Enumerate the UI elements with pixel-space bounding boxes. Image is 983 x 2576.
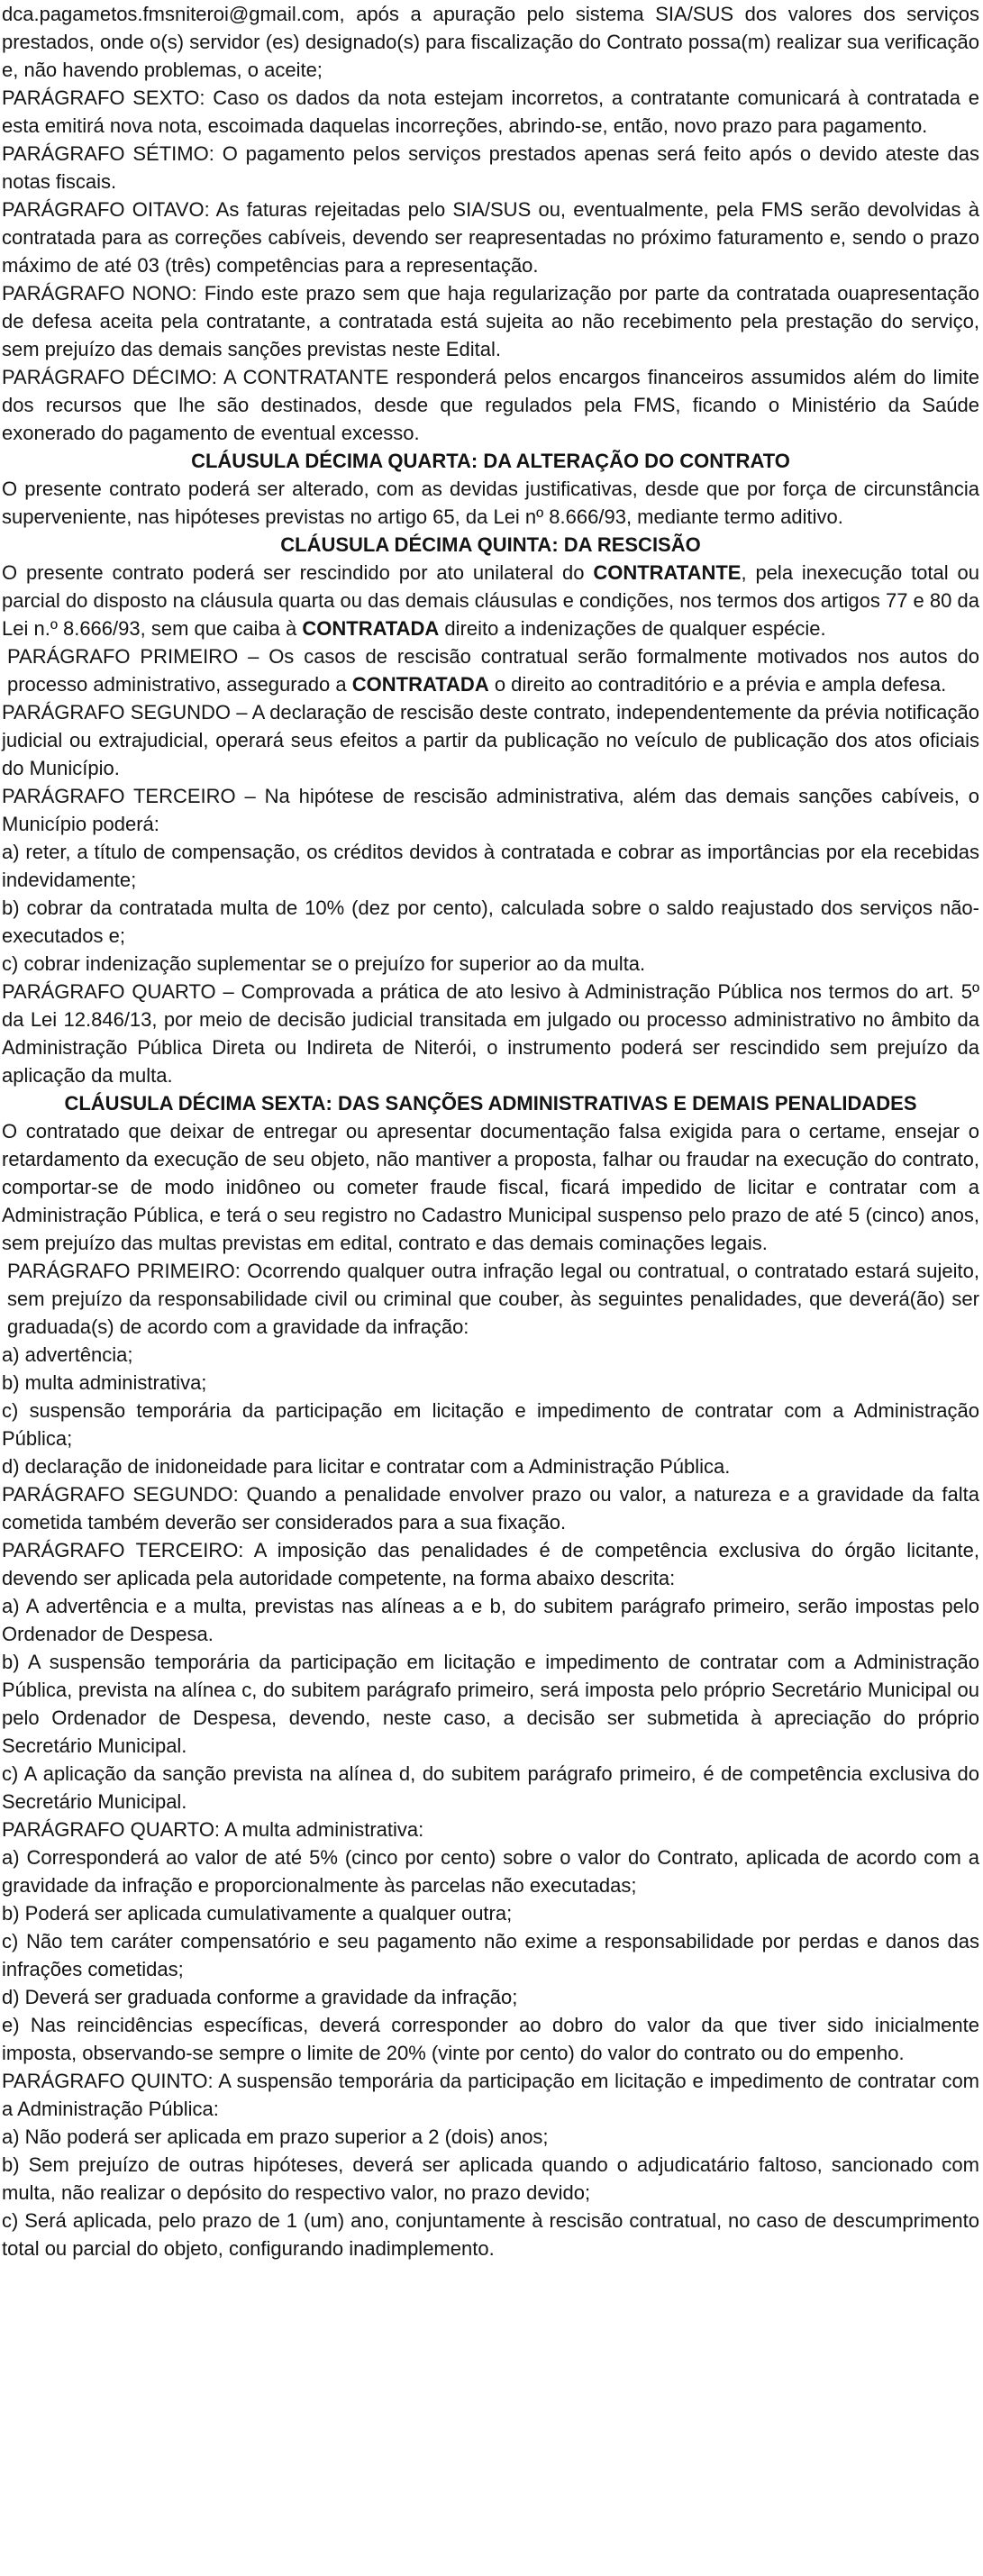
paragraph: b) multa administrativa; — [2, 1371, 207, 1394]
paragraph: a) Não poderá ser aplicada em prazo superior a 2 (dois) anos; — [2, 2125, 549, 2148]
paragraph: PARÁGRAFO TERCEIRO: A imposição das penalidades é de competência exclusiva do órgão licitante, devendo ser aplicada pela autoridade competente, na forma abaixo descrita: — [2, 1539, 979, 1589]
paragraph: dca.pagametos.fmsniteroi@gmail.com, após a apuração pelo sistema SIA/SUS dos valores dos serviços prestados, onde o(s) servidor (es) designado(s) para fiscalização do Contrato possa(m) realizar sua verificação e, não havendo problemas, o aceite; — [2, 3, 979, 81]
clause-heading: CLÁUSULA DÉCIMA QUARTA: DA ALTERAÇÃO DO CONTRATO — [191, 450, 790, 472]
paragraph — [2, 559, 979, 642]
paragraph — [2, 642, 979, 698]
paragraph: PARÁGRAFO QUARTO: A multa administrativa: — [2, 1818, 424, 1841]
paragraph: a) advertência; — [2, 1343, 133, 1366]
paragraph: PARÁGRAFO DÉCIMO: A CONTRATANTE responderá pelos encargos financeiros assumidos além do limite dos recursos que lhe são destinados, desde que regulados pela FMS, ficando o Ministério da Saúde exonerado do pagamento de eventual excesso. — [2, 366, 979, 444]
paragraph: PARÁGRAFO QUINTO: A suspensão temporária da participação em licitação e impedimento de contratar com a Administração Pública: — [2, 2070, 979, 2120]
paragraph: a) Corresponderá ao valor de até 5% (cinco por cento) sobre o valor do Contrato, aplicada de acordo com a gravidade da infração e proporcionalmente às parcelas não executadas; — [2, 1846, 979, 1897]
paragraph: b) cobrar da contratada multa de 10% (dez por cento), calculada sobre o saldo reajustado dos serviços não-executados e; — [2, 897, 979, 947]
text-run: PARÁGRAFO PRIMEIRO – Os casos de rescisão contratual serão formalmente motivados nos autos do processo administrativo, assegurado a — [7, 645, 979, 696]
paragraph: PARÁGRAFO QUARTO – Comprovada a prática de ato lesivo à Administração Pública nos termos do art. 5º da Lei 12.846/13, por meio de decisão judicial transitada em julgado ou processo administrativo no âmbito da Administração Pública Direta ou Indireta de Niterói, o instrumento poderá ser rescindido sem prejuízo da aplicação da multa. — [2, 980, 979, 1087]
bold-term: CONTRATADA — [351, 673, 489, 696]
paragraph: PARÁGRAFO SÉTIMO: O pagamento pelos serviços prestados apenas será feito após o devido ateste das notas fiscais. — [2, 142, 979, 193]
paragraph: O presente contrato poderá ser alterado, com as devidas justificativas, desde que por força de circunstância superveniente, nas hipóteses previstas no artigo 65, da Lei nº 8.666/93, mediante termo aditivo. — [2, 478, 979, 528]
paragraph: PARÁGRAFO PRIMEIRO: Ocorrendo qualquer outra infração legal ou contratual, o contratado estará sujeito, sem prejuízo da responsabilidade civil ou criminal que couber, às seguintes penalidades, que deverá(ão) ser graduada(s) de acordo com a gravidade da infração: — [7, 1260, 979, 1338]
paragraph: c) Não tem caráter compensatório e seu pagamento não exime a responsabilidade por perdas e danos das infrações cometidas; — [2, 1930, 979, 1980]
text-run: O presente contrato poderá ser rescindido por ato unilateral do — [2, 561, 594, 584]
paragraph: PARÁGRAFO SEXTO: Caso os dados da nota estejam incorretos, a contratante comunicará à contratada e esta emitirá nova nota, escoimada daquelas incorreções, abrindo-se, então, novo prazo para pagamento. — [2, 86, 979, 137]
paragraph: d) declaração de inidoneidade para licitar e contratar com a Administração Pública. — [2, 1455, 731, 1478]
paragraph: b) Sem prejuízo de outras hipóteses, deverá ser aplicada quando o adjudicatário faltoso, sancionado com multa, não realizar o depósito do respectivo valor, no prazo devido; — [2, 2153, 979, 2204]
paragraph: b) Poderá ser aplicada cumulativamente a qualquer outra; — [2, 1902, 513, 1925]
bold-term: CONTRATANTE — [593, 561, 742, 584]
paragraph: b) A suspensão temporária da participação em licitação e impedimento de contratar com a Administração Pública, prevista na alínea c, do subitem parágrafo primeiro, será imposta pelo próprio Secretário Municipal ou pelo Ordenador de Despesa, devendo, neste caso, a decisão ser submetida à apreciação do próprio Secretário Municipal. — [2, 1651, 979, 1757]
paragraph: PARÁGRAFO SEGUNDO – A declaração de rescisão deste contrato, independentemente da prévia notificação judicial ou extrajudicial, operará seus efeitos a partir da publicação no veículo de publicação dos atos oficiais do Município. — [2, 701, 979, 779]
paragraph: a) A advertência e a multa, previstas nas alíneas a e b, do subitem parágrafo primeiro, serão impostas pelo Ordenador de Despesa. — [2, 1595, 979, 1645]
paragraph: PARÁGRAFO NONO: Findo este prazo sem que haja regularização por parte da contratada ouapresentação de defesa aceita pela contratante, a contratada está sujeita ao não recebimento pela prestação do serviço, sem prejuízo das demais sanções previstas neste Edital. — [2, 282, 979, 360]
paragraph: PARÁGRAFO TERCEIRO – Na hipótese de rescisão administrativa, além das demais sanções cabíveis, o Município poderá: — [2, 785, 979, 835]
bold-term: CONTRATADA — [302, 617, 440, 640]
paragraph: a) reter, a título de compensação, os créditos devidos à contratada e cobrar as importâncias por ela recebidas indevidamente; — [2, 841, 979, 891]
clause-heading: CLÁUSULA DÉCIMA SEXTA: DAS SANÇÕES ADMINISTRATIVAS E DEMAIS PENALIDADES — [64, 1092, 917, 1115]
text-run: , pela inexecução total ou parcial do disposto na cláusula quarta ou das demais cláusulas e condições, nos termos dos artigos 77 e 80 da Lei n.º 8.666/93, sem que caiba à — [2, 561, 979, 640]
text-run: o direito ao contraditório e a prévia e ampla defesa. — [488, 673, 947, 696]
text-run: direito a indenizações de qualquer espécie. — [439, 617, 826, 640]
paragraph: O contratado que deixar de entregar ou apresentar documentação falsa exigida para o certame, ensejar o retardamento da execução de seu objeto, não mantiver a proposta, falhar ou fraudar na execução do contrato, comportar-se de modo inidôneo ou cometer fraude fiscal, ficará impedido de licitar e contratar com a Administração Pública, e terá o seu registro no Cadastro Municipal suspenso pelo prazo de até 5 (cinco) anos, sem prejuízo das multas previstas em edital, contrato e das demais cominações legais. — [2, 1120, 979, 1254]
paragraph: c) suspensão temporária da participação em licitação e impedimento de contratar com a Administração Pública; — [2, 1399, 979, 1450]
paragraph: PARÁGRAFO OITAVO: As faturas rejeitadas pelo SIA/SUS ou, eventualmente, pela FMS serão devolvidas à contratada para as correções cabíveis, devendo ser reapresentadas no próximo faturamento e, sendo o prazo máximo de até 03 (três) competências para a representação. — [2, 198, 979, 277]
paragraph: c) Será aplicada, pelo prazo de 1 (um) ano, conjuntamente à rescisão contratual, no caso de descumprimento total ou parcial do objeto, configurando inadimplemento. — [2, 2209, 979, 2260]
paragraph: PARÁGRAFO SEGUNDO: Quando a penalidade envolver prazo ou valor, a natureza e a gravidade da falta cometida também deverão ser considerados para a sua fixação. — [2, 1483, 979, 1534]
paragraph: e) Nas reincidências específicas, deverá corresponder ao dobro do valor da que tiver sido inicialmente imposta, observando-se sempre o limite de 20% (vinte por cento) do valor do contrato ou do empenho. — [2, 2014, 979, 2064]
paragraph: c) cobrar indenização suplementar se o prejuízo for superior ao da multa. — [2, 952, 646, 975]
paragraph: d) Deverá ser graduada conforme a gravidade da infração; — [2, 1986, 518, 2008]
paragraph: c) A aplicação da sanção prevista na alínea d, do subitem parágrafo primeiro, é de competência exclusiva do Secretário Municipal. — [2, 1762, 979, 1813]
clause-heading: CLÁUSULA DÉCIMA QUINTA: DA RESCISÃO — [280, 533, 701, 556]
